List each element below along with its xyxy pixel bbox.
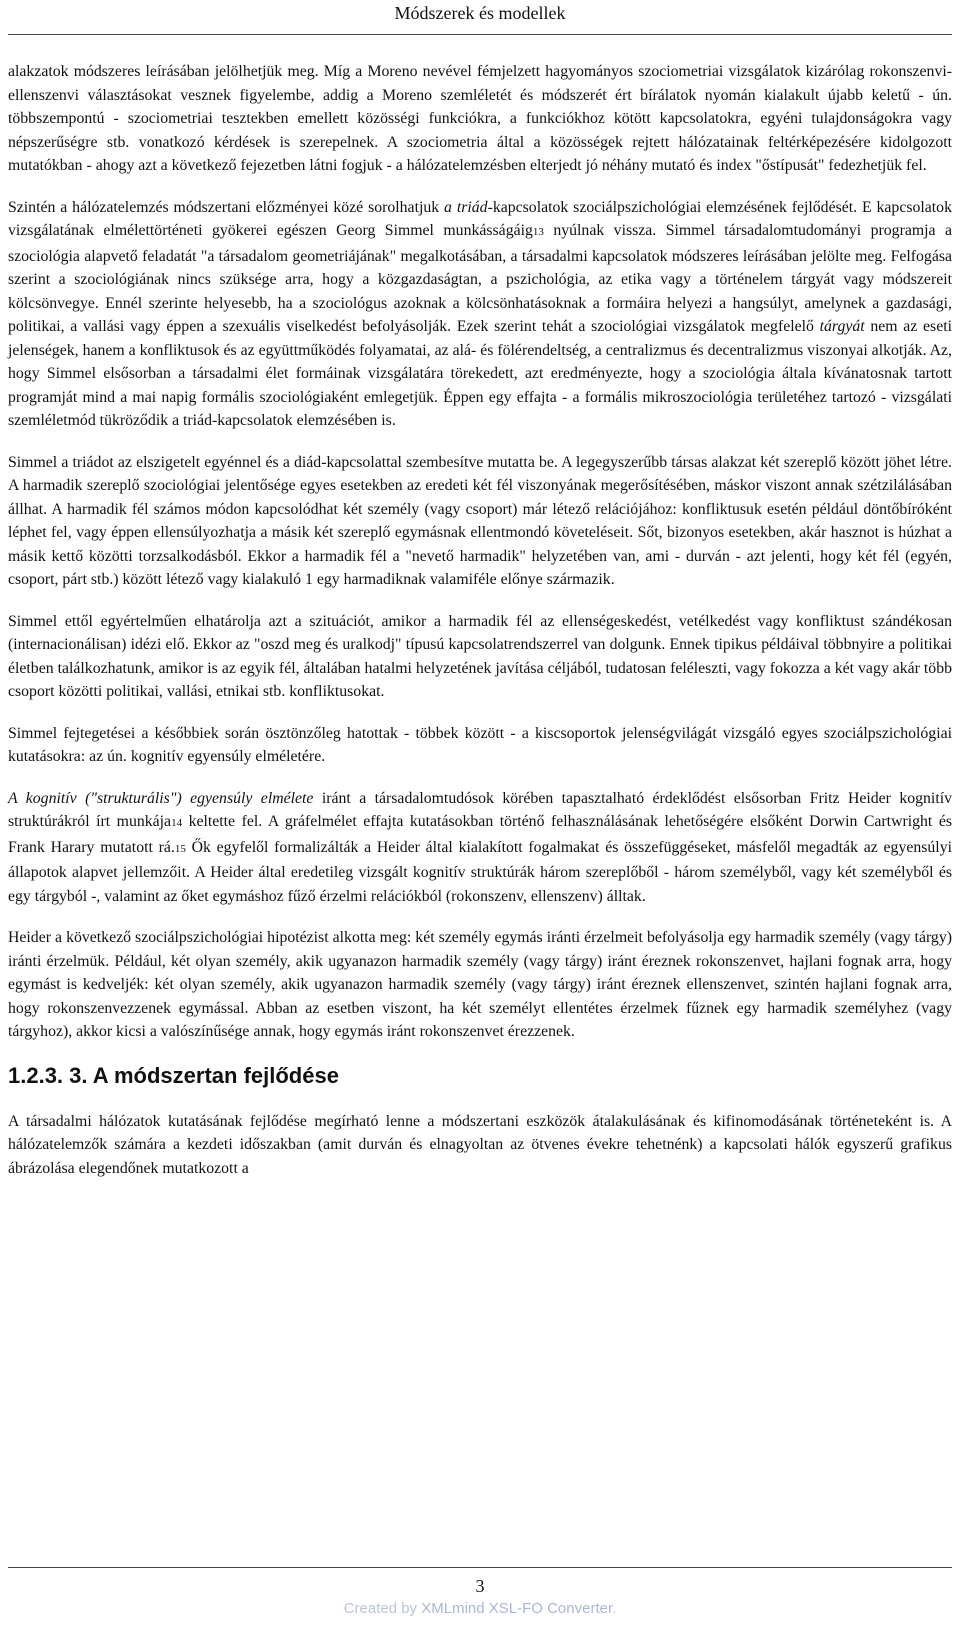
paragraph-7: [8, 926, 952, 1044]
paragraph-2-italic-2: tárgyát: [819, 318, 865, 335]
paragraph-3-text: Simmel a triádot az elszigetelt egyénnel és a diád-kapcsolattal szembesítve mutatta be. A legegyszerűbb társas alakzat két szereplő között jöhet létre. A harmadik szereplő szociológiai jelentősége egyes esetekben az eredeti két fél viszonyának megerősítésében, máskor viszont annak szétzilálásában állhat. A harmadik fél számos módon kapcsolódhat két személy (vagy csoport) már létező relációjához: konfliktusuk esetén például döntőbíróként léphet fel, vagy éppen ellensúlyozhatja a másik két szereplő egymásnak ellentmondó követeléseit. Sőt, bizonyos esetekben, akár hasznot is húzhat a másik kettő közötti torzsalkodásból. Ekkor a harmadik fél a "nevető harmadik" helyzetében van, ami - durván - azt jelenti, hogy két fél (egyén, csoport, párt stb.) között létező vagy kialakuló 1 egy harmadiknak valamiféle előnye származik.: [8, 453, 952, 588]
paragraph-2-text-b: -kapcsolatok szociálpszichológiai elemzésének fejlődését. E kapcsolatok vizsgálatának elmélettörténeti gyökerei egészen Georg Simmel munkásságáig: [8, 198, 952, 239]
footnote-ref-13[interactable]: 13: [532, 226, 544, 238]
footer-divider: [8, 1567, 952, 1568]
credit-suffix: .: [612, 1600, 617, 1617]
paragraph-1: [8, 60, 952, 178]
header-divider: [8, 34, 952, 35]
paragraph-2-text-c: nyúlnak vissza. Simmel társadalomtudományi programja a szociológia alapvető feladatát "a társadalom geometriájának" megalkotásában, a társadalmi kapcsolatok módszeres leírásában jelölte meg. Felfogása szerint a szociológiának nincs szüksége arra, hogy a közgazdaságtan, a pszichológia, az etika vagy a történelem tárgyát vagy módszereit kölcsönvegye. Ennél szerinte helyesebb, ha a szociológus azoknak a kölcsönhatásoknak a formáira helyezi a hangsúlyt, amelynek a gazdasági, politikai, a vallási vagy éppen a szexuális viselkedést befolyásolják. Ezek szerint tehát a szociológiai vizsgálatok megfelelő: [8, 222, 952, 335]
footnote-ref-14[interactable]: 14: [171, 817, 183, 829]
section-heading: 1.2.3. 3. A módszertan fejlődése: [8, 1062, 339, 1088]
credit-link[interactable]: XMLmind XSL-FO Converter: [421, 1600, 613, 1617]
paragraph-6: [8, 787, 952, 909]
paragraph-8: [8, 1110, 952, 1181]
paragraph-7-text: Heider a következő szociálpszichológiai hipotézist alkotta meg: két személy egymás iránti érzelmeit befolyásolja egy harmadik személy (vagy tárgy) iránti érzelmük. Például, két olyan személy, akik ugyanazon harmadik személy (vagy tárgy) iránt éreznek rokonszenvet, hajlani fognak arra, hogy egymást is kedveljék: két olyan személy, akik ugyanazon harmadik személy (vagy tárgy) iránt éreznek ellenszenvet, szintén hajlani fognak arra, hogy rokonszenvezzenek egymással. Abban az esetben viszont, ha két személyt ellentétes érzelmek fűznek egy harmadik személyhez (vagy tárgyhoz), akkor kicsi a valószínűsége annak, hogy egymás iránt rokonszenvet érezzenek.: [8, 929, 952, 1040]
page-header: [0, 0, 960, 36]
paragraph-1-text: alakzatok módszeres leírásában jelölhetjük meg. Míg a Moreno nevével fémjelzett hagyományos szociometriai vizsgálatok kizárólag rokonszenvi-ellenszenvi választásokat vesznek figyelembe, addig a Moreno szemléletét és módszerét ért bírálatok nyomán kialakult újabb keletű - ún. többszempontú - szociometriai tesztekben emellett közösségi funkciókra, a funkciókhoz kötött kapcsolatokra, egyéni tulajdonságokra vagy népszerűségre stb. vonatkozó kérdések is szerepelnek. A szociometria által a közösségek rejtett hálózatainak feltérképezésére kidolgozott mutatókban - ahogy azt a következő fejezetben látni fogjuk - a hálózatelemzésben elterjedt jó néhány mutató és index "őstípusát" fedezhetjük fel.: [8, 63, 952, 174]
paragraph-2-italic: a triád: [444, 198, 488, 216]
paragraph-2-text-d: nem az eseti jelenségek, hanem a konfliktusok és az együttműködés folyamatai, az alá- és fölérendeltség, a centralizmus és decentralizmus viszonyai alkotják. Az, hogy Simmel elsősorban a társadalmi élet formáinak vizsgálatára törekedett, azt eredményezte, hogy a szociológia általa kívánatosnak tartott programját mind a mai napig formális szociológiaként emlegetjük. Éppen egy effajta - a formális mikroszociológia területéhez tartozó - vizsgálati szemléletmód tükröződik a triád-kapcsolatok elemzésében is.: [8, 318, 952, 429]
paragraph-5: [8, 722, 952, 769]
paragraph-3: [8, 451, 952, 592]
converter-credit: [0, 1600, 960, 1617]
paragraph-4-text: Simmel ettől egyértelműen elhatárolja azt a szituációt, amikor a harmadik fél az ellenségeskedést, vetélkedést vagy konfliktust szándékosan (internacionálisan) idézi elő. Ekkor az "oszd meg és uralkodj" típusú kapcsolatrendszerrel van dolgunk. Ennek tipikus példáival többnyire a politikai életben találkozhatunk, amikor is az egyik fél, általában hatalmi helyzetének javítása céljából, tudatosan feléleszti, vagy fokozza a két vagy akár több csoport közötti politikai, vallási, etnikai stb. konfliktusokat.: [8, 612, 952, 700]
credit-prefix: Created by: [343, 1600, 422, 1617]
paragraph-8-text: A társadalmi hálózatok kutatásának fejlődése megírható lenne a módszertani eszközök átalakulásának és kifinomodásának történeteként is. A hálózatelemzők számára a kezdeti időszakban (amit durván és elnagyoltan az ötvenes évekre tehetnénk) a kapcsolati hálók egyszerű grafikus ábrázolása elegendőnek mutatkozott a: [8, 1112, 952, 1177]
paragraph-4: [8, 610, 952, 704]
header-title: Módszerek és modellek: [394, 3, 566, 23]
paragraph-6-text-c: Ők egyfelől formalizálták a Heider által kialakított fogalmakat és összefüggéseket, másfelől megadták az egyensúlyi állapotok alapvet jellemzőit. A Heider által eredetileg vizsgált kognitív struktúrák három szereplőből - három személyből, vagy két személyből és egy tárgyból -, valamint az őket egymáshoz fűző érzelmi relációkból (rokonszenv, ellenszenv) álltak.: [8, 838, 952, 905]
paragraph-6-italic: A kognitív ("strukturális") egyensúly elmélete: [8, 789, 314, 807]
document-body: [8, 60, 952, 1198]
paragraph-2: [8, 196, 952, 433]
paragraph-6-text-a: iránt a társadalomtudósok körében tapasztalható érdeklődést elsősorban Fritz Heider kognitív struktúrákról írt munkája: [8, 789, 953, 830]
footnote-ref-15[interactable]: 15: [174, 842, 186, 855]
paragraph-6-text-b: keltette fel. A gráfelmélet effajta kutatásokban történő felhasználásának lehetőségére elsőként Dorwin Cartwright és Frank Harary mutatott rá.: [8, 813, 952, 856]
paragraph-5-text: Simmel fejtegetései a későbbiek során ösztönzőleg hatottak - többek között - a kiscsoportok jelenségvilágát vizsgáló egyes szociálpszichológiai kutatásokra: az ún. kognitív egyensúly elméletére.: [8, 724, 952, 765]
paragraph-2-text-a: Szintén a hálózatelemzés módszertani előzményei közé sorolhatjuk: [8, 198, 445, 216]
page-number: 3: [475, 1576, 485, 1596]
